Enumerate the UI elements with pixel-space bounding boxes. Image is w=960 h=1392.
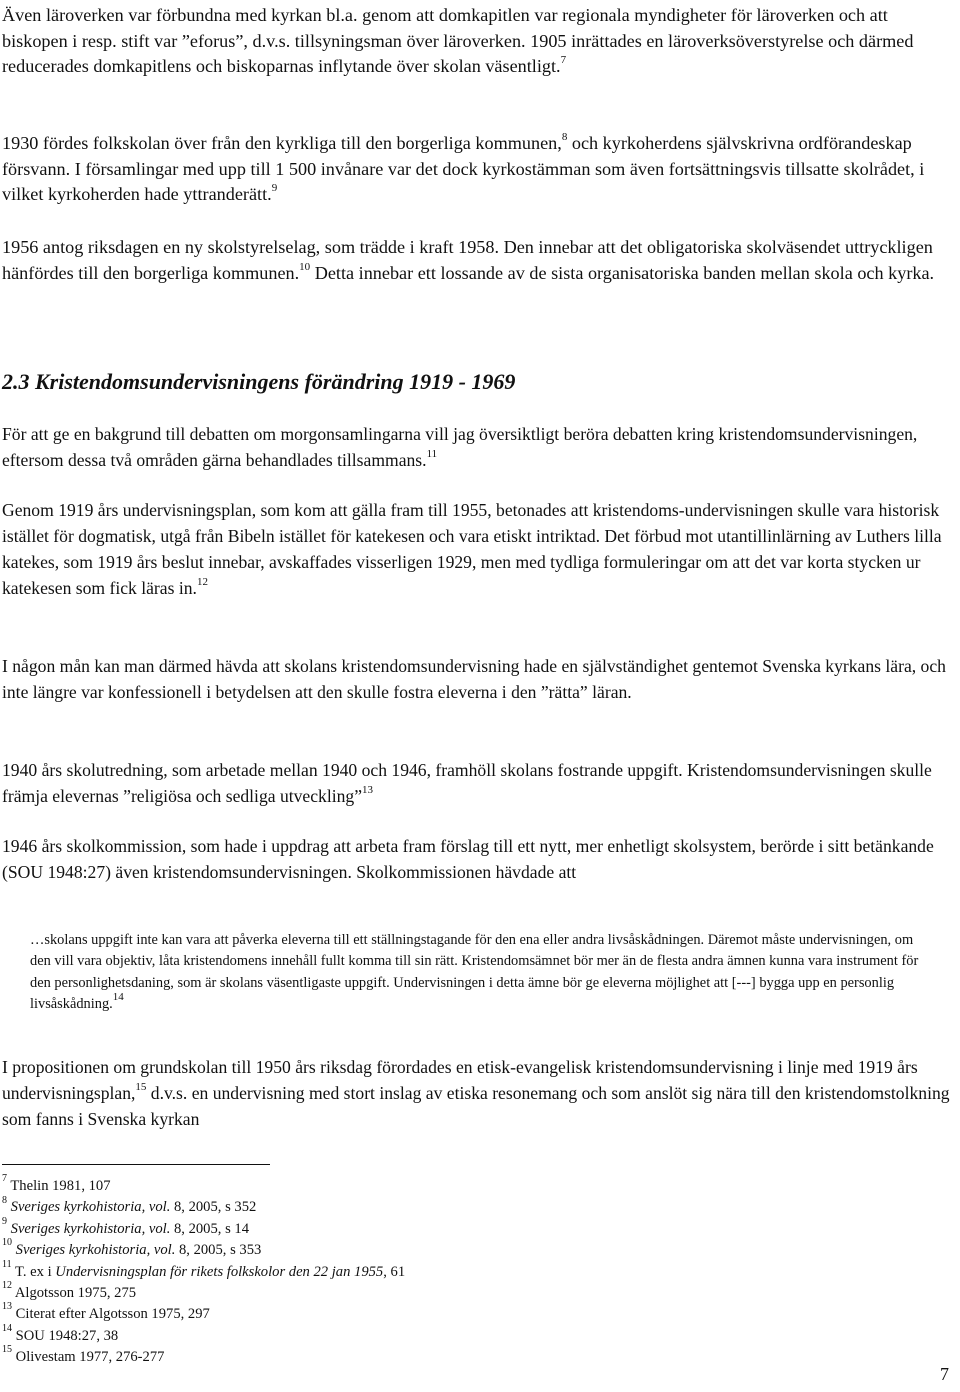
footnote-number: 13 bbox=[2, 1301, 12, 1313]
paragraph-proposition-1950 bbox=[2, 1054, 952, 1132]
footnote-text: T. ex i bbox=[15, 1263, 56, 1280]
footnote-item bbox=[2, 1215, 702, 1240]
footnote-ref[interactable]: 11 bbox=[426, 448, 438, 461]
footnote-ref[interactable]: 9 bbox=[271, 182, 278, 195]
footnote-title: Undervisningsplan för rikets folkskolor den 22 jan 1955 bbox=[55, 1263, 384, 1280]
footnote-text: SOU 1948:27, 38 bbox=[15, 1327, 119, 1344]
footnote-list bbox=[2, 1173, 702, 1369]
footnote-ref[interactable]: 7 bbox=[560, 54, 567, 67]
block-quote bbox=[30, 930, 930, 1016]
paragraph-text: 1946 års skolkommission, som hade i uppdrag att arbeta fram förslag till ett nytt, mer enhetligt skolsystem, berörde i sitt betänkande (SOU 1948:27) även kristendomsundervisningen. Skolkommissionen hävdade att bbox=[2, 836, 934, 882]
footnote-item bbox=[2, 1301, 702, 1325]
footnote-text: Olivestam 1977, 276-277 bbox=[15, 1349, 165, 1366]
footnote-text: Algotsson 1975, 275 bbox=[14, 1284, 137, 1301]
footnote-ref[interactable]: 13 bbox=[362, 784, 374, 797]
footnote-ref[interactable]: 8 bbox=[561, 130, 568, 143]
paragraph-text: Även läroverken var förbundna med kyrkan bl.a. genom att domkapitlen var regionala myndigheter för läroverken och att biskopen i resp. stift var ”eforus”, d.v.s. tillsyningsman över läroverken. 1905 inrättades en läroverksöverstyrelse och därmed reducerades domkapitlens och biskoparnas inflytande över skolan väsentligt. bbox=[2, 5, 914, 77]
footnote-item bbox=[2, 1173, 702, 1197]
paragraph-bakgrund bbox=[2, 421, 952, 473]
paragraph-skolutredning-1940 bbox=[2, 757, 952, 809]
footnote-separator bbox=[2, 1164, 270, 1165]
paragraph-text: 1956 antog riksdagen en ny skolstyrelselag, som trädde i kraft 1958. Den innebar att det obligatoriska skolväsendet uttryckligen hänfördes till den borgerliga kommunen. bbox=[2, 237, 933, 283]
footnote-item bbox=[2, 1344, 702, 1368]
footnote-title: Sveriges kyrkohistoria, vol. bbox=[10, 1199, 171, 1216]
quote-text: …skolans uppgift inte kan vara att påverka eleverna till ett ställningstagande för den ena eller andra livsåskådningen. Däremot måste undervisningen, om den vill vara objektiv, låta kristendomens innehåll fullt komma till sin rätt. Kristendomsämnet bör mer än de flesta andra ämnen kunna vara instrument för den personlighetsdaning, som är skolans väsentligaste uppgift. Undervisningen i detta ämne bör ge eleverna möjlighet att [---] bygga upp en personlig livsåskådning. bbox=[30, 932, 919, 1013]
paragraph-text: I propositionen om grundskolan till 1950 års riksdag förordades en etisk-evangelisk kristendomsundervisning i linje med 1919 års undervisningsplan, bbox=[2, 1057, 918, 1103]
footnote-ref[interactable]: 10 bbox=[299, 260, 311, 273]
footnote-number: 11 bbox=[2, 1258, 12, 1270]
footnote-number: 10 bbox=[2, 1237, 12, 1249]
footnote-number: 7 bbox=[2, 1173, 7, 1185]
footnote-number: 8 bbox=[2, 1194, 7, 1206]
footnote-number: 15 bbox=[2, 1344, 12, 1356]
footnote-item bbox=[2, 1237, 702, 1261]
paragraph-text: I någon mån kan man därmed hävda att skolans kristendomsundervisning hade en självständighet gentemot Svenska kyrkans lära, och inte längre var konfessionell i betydelsen att den skulle fostra eleverna i den ”rätta” läran. bbox=[2, 656, 946, 702]
footnote-number: 14 bbox=[2, 1322, 12, 1334]
paragraph-folkskolan-1930 bbox=[2, 131, 952, 208]
footnote-ref[interactable]: 12 bbox=[196, 576, 208, 589]
footnote-item bbox=[2, 1194, 702, 1218]
paragraph-text: 1940 års skolutredning, som arbetade mellan 1940 och 1946, framhöll skolans fostrande uppgift. Kristendomsundervisningen skulle främja elevernas ”religiösa och sedliga utveckling” bbox=[2, 760, 932, 806]
footnote-text: Citerat efter Algotsson 1975, 297 bbox=[15, 1306, 210, 1323]
footnote-number: 9 bbox=[2, 1215, 7, 1227]
paragraph-sjalvstandighet bbox=[2, 653, 952, 705]
paragraph-text: d.v.s. en undervisning med stort inslag av etiska resonemang och som anslöt sig nära till den kristendomstolkning som fanns i Svenska kyrkan bbox=[2, 1083, 950, 1129]
paragraph-skolkommission-1946 bbox=[2, 833, 952, 885]
page-number: 7 bbox=[940, 1364, 949, 1384]
paragraph-laroverken bbox=[2, 3, 952, 80]
section-heading: 2.3 Kristendomsundervisningens förändring 1919 - 1969 bbox=[2, 369, 516, 394]
paragraph-text: 1930 fördes folkskolan över från den kyrkliga till den borgerliga kommunen, bbox=[2, 133, 562, 153]
footnote-text: 8, 2005, s 353 bbox=[175, 1242, 262, 1259]
footnote-ref[interactable]: 14 bbox=[112, 991, 124, 1004]
footnote-title: Sveriges kyrkohistoria, vol. bbox=[10, 1220, 171, 1237]
paragraph-text: Detta innebar ett lossande av de sista organisatoriska banden mellan skola och kyrka. bbox=[310, 262, 935, 283]
footnote-text: 8, 2005, s 352 bbox=[170, 1199, 257, 1216]
footnote-text: Thelin 1981, 107 bbox=[10, 1178, 111, 1194]
footnote-text: , 61 bbox=[383, 1263, 406, 1280]
footnote-title: Sveriges kyrkohistoria, vol. bbox=[15, 1242, 176, 1259]
footnote-ref[interactable]: 15 bbox=[135, 1081, 147, 1094]
paragraph-undervisningsplan-1919 bbox=[2, 497, 952, 601]
paragraph-text: och kyrkoherdens självskrivna ordförandeskap försvann. I församlingar med upp till 1 500 invånare var det dock kyrkostämman som även fortsättningsvis tillsatte skolrådet, i vilket kyrkoherden hade yttranderätt. bbox=[2, 133, 925, 205]
paragraph-text: Genom 1919 års undervisningsplan, som kom att gälla fram till 1955, betonades att kristendoms-undervisningen skulle vara historisk istället för dogmatisk, utgå från Bibeln istället för katekesen och vara etiskt intriktad. Det förbud mot utantillinlärning av Luthers lilla katekes, som 1919 års beslut innebar, avskaffades visserligen 1929, men med tydliga formuleringar om att det var korta stycken ur katekesen som fick läras in. bbox=[2, 500, 942, 598]
footnote-text: 8, 2005, s 14 bbox=[170, 1220, 249, 1237]
footnote-item bbox=[2, 1280, 702, 1304]
footnote-item bbox=[2, 1322, 702, 1347]
footnote-item bbox=[2, 1258, 702, 1283]
footnote-number: 12 bbox=[2, 1280, 12, 1292]
paragraph-skolstyrelselag-1956 bbox=[2, 235, 952, 286]
paragraph-text: För att ge en bakgrund till debatten om morgonsamlingarna vill jag översiktligt beröra debatten kring kristendomsundervisningen, eftersom dessa två områden gärna behandlades tillsammans. bbox=[2, 424, 918, 470]
